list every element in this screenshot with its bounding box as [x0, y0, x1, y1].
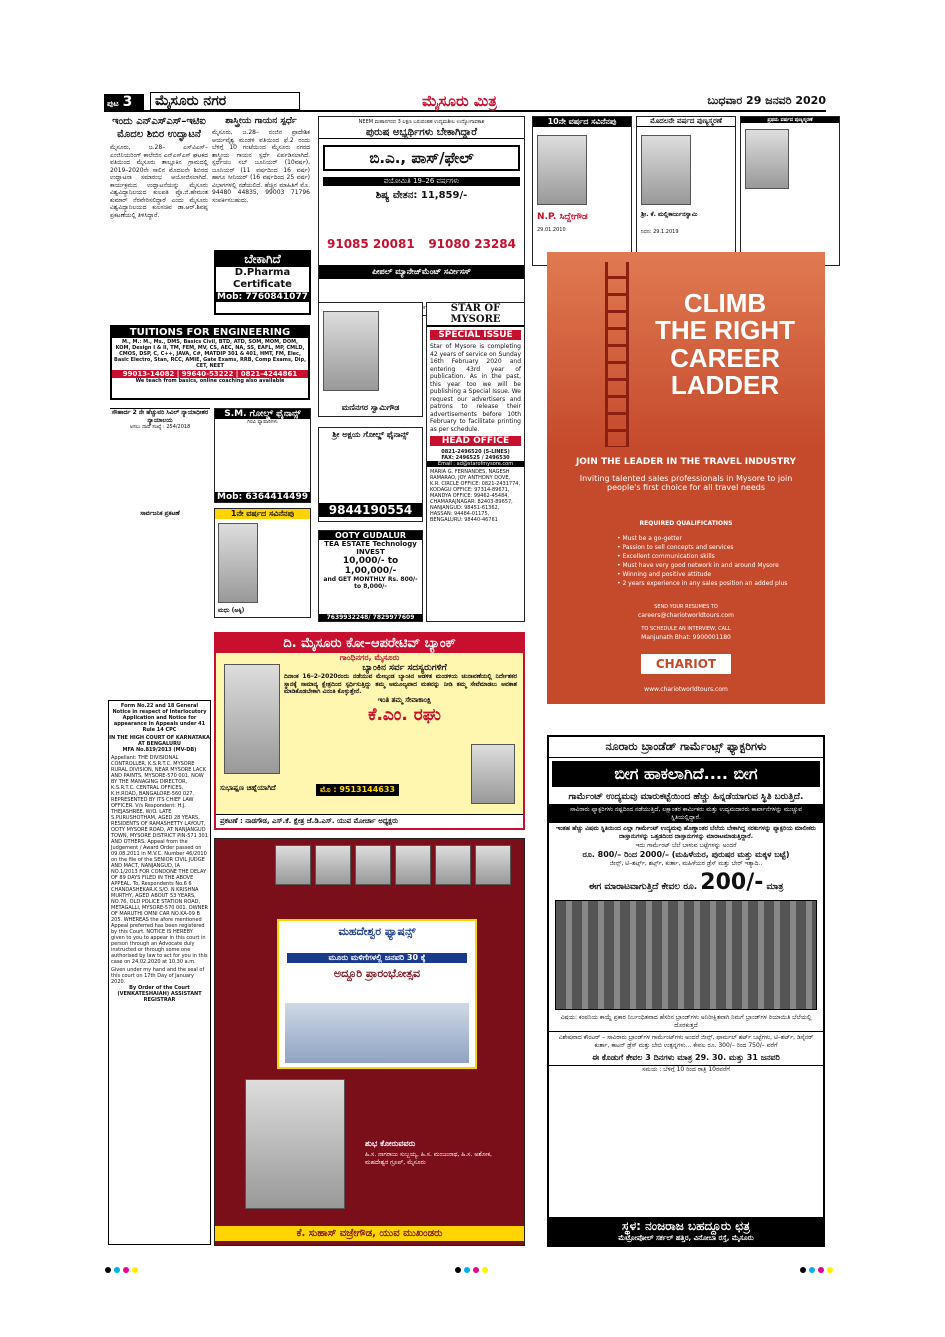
- memorial-1-title: 10ನೇ ವರ್ಷದ ಸವಿನೆನಪು: [533, 117, 631, 127]
- mahadeshwara-person-photo: [245, 1079, 345, 1209]
- chariot-req-6: • 2 years experience in any sales position an added plus: [617, 580, 788, 587]
- chariot-headline-4: LADDER: [670, 369, 780, 400]
- ad-star-of-mysore: [426, 302, 525, 622]
- ad-tuitions: [110, 325, 310, 400]
- chariot-headline-2: THE RIGHT: [654, 315, 796, 346]
- chariot-req-2: • Passion to sell concepts and services: [617, 544, 734, 551]
- article-headline: ಇಂದು ಎನ್‌ಎಸ್‌ಎಸ್–ಇಟಿಐ ಮೊದಲ ಶಿಬಿರ ಉದ್ಘಾಟನೆ: [112, 116, 206, 140]
- article-headline-2: ಶಾಸ್ತ್ರೀಯ ಗಾಯನ ಸ್ಪರ್ಧೆ: [225, 116, 297, 126]
- news-article-nss: [110, 116, 208, 316]
- legal-sign: By Order of the Court (VENKATESHAIAH) ASSISTANT REGISTRAR: [117, 985, 202, 1003]
- neem-phone-1: 91085 20081: [327, 237, 415, 251]
- som-fax: FAX: 2496525 / 2496530: [441, 455, 510, 461]
- memorial-2-photo: [641, 135, 691, 205]
- page-number: 3: [122, 94, 133, 110]
- garment-price-line: [549, 867, 823, 898]
- dpharma-title: D.Pharma Certificate: [233, 267, 292, 290]
- page-label: ಪುಟ: [107, 99, 119, 108]
- court-notice-case: ಅಸಲು ದಾವೆ ಸಂಖ್ಯೆ : 254/2018: [129, 424, 191, 430]
- court-notice-subhead: ಸಾರ್ವಜನಿಕ ಪ್ರಕಟಣೆ: [140, 510, 180, 517]
- ad-akshaya-gold: [318, 427, 423, 522]
- legal-footer: Given under my hand and the seal of this court on 17th Day of January 2020.: [111, 967, 205, 985]
- obituary-name: ಮಣಿನಗರ ಸ್ವಾಮಿಗೌಡ: [341, 403, 400, 412]
- page-header: [104, 92, 826, 112]
- chariot-req-5: • Winning and positive attitude: [617, 571, 712, 578]
- bank-candidate: ಕೆ.ಎಂ. ರಘು: [368, 704, 441, 725]
- bank-candidate-photo: [224, 664, 280, 774]
- garment-venue-addr: ಮೆಟ್ರೋಪೋಲ್ ಸರ್ಕಲ್ ಹತ್ತಿರ, ವಿನೋಬಾ ರಸ್ತೆ, ಮೈಸೂರು: [618, 1234, 754, 1242]
- ad-neem-jobs: [318, 116, 525, 316]
- akshaya-title: ಶ್ರೀ ಅಕ್ಷಯ ಗೋಲ್ಡ್ ಫೈನಾನ್ಸ್: [332, 430, 409, 439]
- memorial-third: [740, 116, 840, 266]
- chariot-join: JOIN THE LEADER IN THE TRAVEL INDUSTRY: [575, 457, 797, 467]
- chariot-headline-1: CLIMB: [683, 288, 767, 318]
- leader-photo-5: [435, 845, 471, 885]
- tuitions-title: TUITIONS FOR ENGINEERING: [112, 327, 308, 338]
- neem-title: ಪುರುಷ ಅಭ್ಯರ್ಥಿಗಳು ಬೇಕಾಗಿದ್ದಾರೆ: [319, 127, 524, 139]
- memorial-2-title: ಮೊದಲನೇ ವರ್ಷದ ಪುಣ್ಯಸ್ಮರಣೆ: [637, 117, 735, 127]
- garment-lock: ಬೀಗ ಹಾಕಲಾಗಿದೆ.... ಬೀಗ: [552, 761, 820, 787]
- chariot-req-list: [617, 534, 787, 588]
- court-notice-title: ಸೌಹಾರ್ದ 2 ನೇ ಹೆಚ್ಚುವರಿ ಸಿವಿಲ್ ನ್ಯಾಯಾಧೀಶರ ನ್ಯಾಯಾಲಯ: [111, 409, 209, 424]
- garment-title: ನೂರಾರು ಬ್ರಾಂಡೆಡ್ ಗಾರ್ಮೆಂಟ್ಸ್ ಫ್ಯಾಕ್ಟರಿಗಳು: [549, 737, 823, 758]
- memorial-4-name: ಮಧು (ಅಕ್ಕಿ): [218, 607, 245, 614]
- tea-monthly: and GET MONTHLY Rs. 800/- to 8,000/-: [323, 576, 418, 590]
- tuitions-phones: 99013-14082 | 99640-53222 | 0821-4244861: [112, 370, 308, 378]
- article-body-2: ಮೈಸೂರು, ಜ.28– ನಂಜಿನ ಪ್ರಾದೇಶಿಕ ಆರ್ಯವೈಶ್ಯ ಮಂಡಳಿ ವತಿಯಿಂದ ಫೆ.2 ರಂದು ಬೆಳಿಗ್ಗೆ 10 ಗಂಟೆಯಿಂದ ಮೈಸೂರು ನಗರದ ಶಾಸ್ತ್ರೀಯ ಗಾಯನ ಸ್ಪರ್ಧೆ ಏರ್ಪಡಿಸಲಾಗಿದೆ. ಸ್ಪರ್ಧೆಯು ಸಬ್ ಜೂನಿಯರ್ (10ವರ್ಷ), ಜೂನಿಯರ್ (11 ವರ್ಷದಿಂದ 16 ವರ್ಷ) ಹಾಗೂ ಸೀನಿಯರ್ (16 ವರ್ಷದಿಂದ 25 ವರ್ಷ) ವಿಭಾಗಗಳಲ್ಲಿ ನಡೆಯಲಿದೆ. ಹೆಚ್ಚಿನ ಮಾಹಿತಿಗೆ ಮೊ. 94480 44835, 99003 71796 ಸಂಪರ್ಕಿಸಬಹುದು.: [212, 129, 310, 204]
- chariot-req-1: • Must be a go-getter: [617, 535, 682, 542]
- chariot-headline-3: CAREER: [670, 342, 780, 373]
- mahadeshwara-person: ಕೆ. ಸುಹಾಸ್ ವಜ್ರೇಗೌಡ, ಯುವ ಮುಖಂಡರು: [215, 1226, 524, 1241]
- garment-price-suffix: ಮಾತ್ರ: [766, 882, 784, 892]
- chariot-email: careers@chariotworldtours.com: [638, 612, 734, 619]
- dpharma-heading: ಬೇಕಾಗಿದೆ: [216, 252, 309, 267]
- som-body: Star of Mysore is completing 42 years of service on Sunday 16th February 2020 and entering 43rd year of publication. As in the past, this year too we will be publishing a Special Issue. We request our advertisers and patrons to release their advertisements before 10th February to facilitate printing as per schedule.: [430, 343, 521, 433]
- memorial-1-date: 29.01.2010: [537, 227, 566, 233]
- chariot-schedule: TO SCHEDULE AN INTERVIEW, CALL: [641, 626, 731, 632]
- som-special: SPECIAL ISSUE: [430, 330, 521, 340]
- mahadeshwara-store-image: [285, 1003, 469, 1063]
- memorial-madhu: [214, 508, 311, 618]
- memorial-4-photo: [218, 523, 258, 603]
- bank-body: ದಿನಾಂಕ 16–2–2020ರಂದು ನಡೆಯುವ ಮೇಲ್ಕಂಡ ಬ್ಯಾಂಕಿನ ಆಡಳಿತ ಮಂಡಳಿಯ ಚುನಾವಣೆಯಲ್ಲಿ ನಿರ್ದೇಶಕರ ಸ್ಥಾನಕ್ಕೆ ಸಾಮಾನ್ಯ ಕ್ಷೇತ್ರದಿಂದ ಸ್ಪರ್ಧಿಸುತ್ತಿದ್ದು ತಮ್ಮ ಅಮೂಲ್ಯವಾದ ಮತವನ್ನು ನೀಡಿ ತಮ್ಮ ಸೇವೆಮಾಡಲು ಅವಕಾಶ ಮಾಡಿಕೊಡಬೇಕಾಗಿ ವಿನಂತಿ ಕೊಳ್ಳುತ್ತೇನೆ.: [284, 673, 517, 695]
- garment-days: ಈ ಕೊಡುಗೆ ಕೇವಲ 3 ದಿನಗಳು ಮಾತ್ರ 29. 30. ಮತ್ತು 31 ಜನವರಿ: [592, 1053, 780, 1062]
- neem-age: ವಯೋಮಿತಿ 19–26 ವರ್ಷಗಳು: [323, 177, 520, 186]
- chariot-req-3: • Excellent communication skills: [617, 553, 715, 560]
- garment-p1: ಗಾರ್ಮೆಂಟ್ ಉದ್ಯಮವು ಮಾರುಕಟ್ಟೆಯಿಂದ ಹೆಚ್ಚು ಹಿನ್ನಡೆಯಾಗುವ ಸ್ಥಿತಿ ಬರುತ್ತಿದೆ.: [568, 792, 804, 802]
- mahadeshwara-leaders: [275, 845, 525, 925]
- ladder-icon: [605, 262, 629, 447]
- bank-mobile: ಮೊ : 9513144633: [316, 784, 399, 796]
- ad-garment-sale: [547, 735, 825, 1247]
- mahadeshwara-invite: ಶುಭ ಕೋರುವವರು: [365, 1139, 416, 1148]
- memorial-2-name: ಶ್ರೀ. ಕೆ. ಮಲ್ಲಿಕಾರ್ಜುನಸ್ವಾಮಿ: [641, 211, 698, 218]
- legal-body: Appellant: THE DIVISIONAL CONTROLLER, K.S.R.T.C. MYSORE RURAL DIVISION, NEAR MYSORE LACK AND PAINTS, MYSORE-570 001. NOW BY THE MANAGING DIRECTOR, K.S.R.T.C. CENTRAL OFFICES, K.H.ROAD, BANGALORE-560 027. REPRESENTED BY ITS CHIEF LAW OFFICER. V/s Respondent: H.J. THEJASHREE, W/O. LATE S.PURUSHOTHAM, AGED 28 YEARS, RESIDENTS OF RAMASHETTY LAYOUT, OOTY MYSORE ROAD, AT NANJANGUD TOWN, MYSORE DISTRICT PIN-571 301 AND OTHERS. Appeal from the Judgement / Award Order passed on 09.08.2011 in M.V.C. Number 46/2010 on the file of the SENIOR CIVIL JUDGE AND MACT, NANJANGUD, IA NO.1/2013 FOR CONDONE THE DELAY OF 89 DAYS FILED IN THE ABOVE APPEAL. To, Respondents No.6 6 CHANDASHEKAR.K S/O. N KRISHNA MURTHY, AGED ABOUT 53 YEARS, NO.76, OLD POLICE STATION ROAD, METAGALLI, MYSORE-570 001. OWNER OF MARUTHI OMNI CAR NO.KA-09 B 205. WHEREAS the afore mentioned Appeal preferred has been registered by this Court. NOTICE IS HEREBY given to you to appear in this court in person through an Advocate duly instructed or through some one authorised by law to act for you in this case on 24.02.2020 at 10.30 a.m.: [111, 755, 209, 965]
- bank-footer: ಪ್ರಕಟಣೆ : ನಾಡಗೌಡ, ಎಸ್.ಕೆ. ಕ್ಷೇತ್ರ ಜೆ.ಡಿ.ಎಸ್. ಯುವ ಮೋರ್ಚಾ ಅಧ್ಯಕ್ಷರು: [216, 814, 523, 828]
- memorial-1-photo: [537, 135, 587, 205]
- ad-chariot: [547, 252, 825, 704]
- neem-stipend: ಶಿಷ್ಯ ವೇತನ: 11,859/-: [375, 190, 468, 201]
- memorial-3-title: ಪ್ರಥಮ ವರ್ಷದ ಪುಣ್ಯಸ್ಮರಣೆ: [741, 117, 839, 123]
- garment-p5: ರೂ. 800/– ರಿಂದ 2000/– (ಮಹಿಳೆಯರ, ಪುರುಷರ ಮತ್ತು ಮಕ್ಕಳ ಬಟ್ಟೆ): [582, 849, 790, 859]
- memorial-3-photo: [745, 129, 789, 189]
- garment-p6: ಜೀನ್ಸ್, ಟಿ–ಶರ್ಟ್ಸ್, ಶರ್ಟ್ಸ್, ಕುರ್ತಾ, ಮಹಿಳೆಯರ ಡ್ರೆಸ್ ಮತ್ತು ಬೇರ್ ಇತ್ಯಾದಿ..: [609, 859, 763, 867]
- mahadeshwara-sub: ಮೂರು ಮಳಿಗೆಗಳಲ್ಲಿ ಜನವರಿ 30 ಕ್ಕೆ: [287, 953, 467, 963]
- sm-gold-title: S.M. ಗೋಲ್ಡ್ ಫೈನಾನ್ಸ್: [215, 409, 310, 419]
- court-notice-kannada: [110, 408, 210, 683]
- registration-marks-right: [800, 1258, 836, 1277]
- memorial-2-date: ನಿಧನ: 29.1.2019: [641, 229, 679, 235]
- mahadeshwara-names: ಹಿ.ಸ. ನಾಗರಾಜು ಸುಬ್ಬಯ್ಯ, ಹಿ.ಸ. ಮಂಜುನಾಥ, ಹಿ.ಸ. ಅಶೋಕ, ಮಹದೇಶ್ವರ ಗ್ರೂಪ್, ಮೈಸೂರು: [365, 1151, 492, 1166]
- mahadeshwara-panel: [277, 919, 477, 1069]
- memorial-4-title: 1ನೇ ವರ್ಷದ ಸವಿನೆನಪು: [215, 509, 310, 519]
- garment-venue: [549, 1217, 823, 1245]
- chariot-web: www.chariotworldtours.com: [644, 686, 728, 693]
- memorial-mallikarjuna: [636, 116, 736, 266]
- section-title: ಮೈಸೂರು ನಗರ: [150, 92, 300, 110]
- garment-time: ಸಮಯ : ಬೆಳಿಗ್ಗೆ 10 ರಿಂದ ರಾತ್ರಿ 10ರವರೆಗೆ: [549, 1065, 823, 1074]
- bank-place: ಗಾಂಧಿನಗರ, ಮೈಸೂರು: [339, 653, 400, 662]
- registration-marks-center: [455, 1258, 491, 1277]
- memorial-1-name: N.P. ಸಿದ್ದೇಗೌಡ: [537, 212, 588, 222]
- garment-p3: ಇಂತಹ ಹೆಚ್ಚು ವಿಷಮ ಸ್ಥಿತಿಯಿಂದ ಎಲ್ಲಾ ಗಾರ್ಮೆಂಟ್ ಉದ್ಯಮವು ಹೊಣ್ಣಾಂತರ ಬೆಲೆಯ ಬೇಕಾಗಿದ್ದ ಸರಕುಗಳನ್ನು ಫ್ಯಾಕ್ಟರಿಯ ಮಾಲೀಕರು ದಾಸ್ತಾನುಗಳನ್ನು ಒತ್ತಡದಿಂದ ದಾಸ್ತಾನುಗಳನ್ನು ಮಾರಾಟಮಾಡುತ್ತಿದ್ದಾರೆ.: [556, 825, 816, 840]
- leader-photo-4: [395, 845, 431, 885]
- ad-dpharma: [214, 250, 311, 315]
- leader-photo-3: [355, 845, 391, 885]
- neem-top: NEEM ಮಹಾನಗರದ 3 ಲಕ್ಷಣ ಬರುವಂತಹ ಉದ್ಯಮಶೀಲ ಉದ್ಯೋಗಾವಕಾಶ: [358, 119, 485, 125]
- tuitions-lines: M., M.: M., Ms., DMS, Basics Civil, BTD, ATD, SOM, MOM, DOM, KOM, Design I & II, TM, FEM, MV, CS, AEC, NA, SS, EAFL, MP, CMLD, CMOS, DSP, C, C++, JAVA, C#, MATDIP 301 & 401, HMT, FM, Elec, Basic Electro, Stan, RCC, AMIE, Gate Exams, RRB, Comp Exams, Dip, CET, NEET: [114, 339, 306, 369]
- chariot-invite: Inviting talented sales professionals in Mysore to join people's first choice for all travel needs: [579, 474, 793, 492]
- bank-sign-off: ಇಂತಿ ತಮ್ಮ ಸೇವಾಕಾಂಕ್ಷಿ: [377, 695, 432, 704]
- som-title: STAR OF MYSORE: [427, 303, 524, 327]
- bank-symbol-label: ಸುಭಾಷ್ಷಣ ಚಿಹ್ನೆಯಾಗಿದೆ: [220, 784, 276, 792]
- page-number-badge: [104, 94, 144, 110]
- article-body: ಮೈಸೂರು, ಜ.28– ಎಸ್‌ವಿಎಸ್– ಎಂಜಿನಿಯರಿಂಗ್ ಕಾಲೇಜಿನ ಎನ್‌ಎಸ್‌ಎಸ್ ಘಟಕದ ವತಿಯಿಂದ ಮೈಸೂರು ತಾಲ್ಲೂಕಿನ ಗ್ರಾಮದಲ್ಲಿ 2019–2020ನೇ ಸಾಲಿನ ಮೊದಲನೇ ಶಿಬಿರದ ಉದ್ಘಾಟನಾ ಸಮಾರಂಭ ಆಯೋಜಿಸಲಾಗಿದೆ. ಕಾರ್ಯಕ್ರಮದ ಉದ್ಘಾಟನೆಯನ್ನು ಮೈಸೂರು ವಿಶ್ವವಿದ್ಯಾನಿಲಯದ ಕುಲಪತಿ ಪ್ರೊ.ಜಿ.ಹೇಮಂತ ಕುಮಾರ್ ನೆರವೇರಿಸಲಿದ್ದಾರೆ ಎಂದು ಮೈಸೂರು ವಿಶ್ವವಿದ್ಯಾನಿಲಯದ ಕುಲಸಚಿವ ಡಾ.ಆರ್.ಶಿವಪ್ಪ ಪ್ರಕಟಣೆಯಲ್ಲಿ ತಿಳಿಸಿದ್ದಾರೆ.: [110, 144, 208, 219]
- chariot-logo: CHARIOT: [641, 654, 731, 674]
- som-phones: 0821-2496520 (5-LINES): [441, 449, 510, 455]
- leader-photo-2: [315, 845, 351, 885]
- mahadeshwara-brand: ಮಹದೇಶ್ವರ ಫ್ಯಾಷನ್ಸ್: [338, 925, 416, 938]
- obituary-swamigowda: [318, 302, 423, 417]
- som-head-office: HEAD OFFICE: [430, 436, 521, 446]
- neem-qual: ಬಿ.ಎ., ಪಾಸ್/ಫೇಲ್: [323, 145, 520, 171]
- chariot-headline: [635, 290, 815, 399]
- tea-sub: TEA ESTATE Technology INVEST: [324, 540, 417, 556]
- chariot-req-title: REQUIRED QUALIFICATIONS: [639, 520, 733, 527]
- chariot-req-4: • Must have very good network in and around Mysore: [617, 562, 779, 569]
- garment-price-prefix: ಈಗ ಮಾರಾಟವಾಗುತ್ತಿದೆ ಕೇವಲ ರೂ.: [588, 882, 698, 892]
- mahadeshwara-launch: ಅದ್ದೂರಿ ಪ್ರಾರಂಭೋತ್ಸವ: [333, 967, 421, 980]
- leader-photo-6: [475, 845, 511, 885]
- garment-p7: ವಿಶೇಷವಾದ ಕೌಂಟರ್ – ಸಾವಿರಾರು ಬ್ರಾಂಡ್‌ಗಳ ಗಾರ್ಮೆಂಟ್‌ಗಳು ಅಂದರೆ ಜೀನ್ಸ್, ಫಾರ್ಮಲ್ ಶರ್ಟ್ ಬಟ್ಟೆಗಳು, ಟಿ–ಶರ್ಟ್, ಡಿಸೈನರ್ ಕುರ್ತಾ, ಕಾಟನ್ ಡ್ರೆಸ್ ಮತ್ತು ಬೇಬಿ ಉತ್ಪನ್ನಗಳು... ಕೇವಲ ರೂ. 300/– ರಿಂದ 750/– ವರೆಗೆ: [549, 1031, 823, 1051]
- garment-photo: [555, 900, 817, 1010]
- som-email: Email : ad@starofmysore.com: [427, 461, 524, 467]
- neem-phone-2: 91080 23284: [428, 237, 516, 251]
- masthead: ಮೈಸೂರು ಮಿತ್ರ: [422, 92, 497, 110]
- chariot-send: SEND YOUR RESUMES TO: [654, 604, 718, 610]
- tuitions-footer: We teach from basics, online coaching also available: [135, 378, 285, 384]
- garment-venue-label: ಸ್ಥಳ: ನಂಜರಾಜ ಬಹದ್ದೂರು ಛತ್ರ: [622, 1219, 750, 1233]
- ad-mysore-coop-bank: [214, 632, 525, 830]
- akshaya-phone: 9844190554: [319, 503, 422, 517]
- ad-sm-gold: [214, 408, 311, 503]
- registration-marks-left: [105, 1258, 141, 1277]
- memorial-siddegowda: [532, 116, 632, 266]
- sm-gold-mob: Mob: 6364414499: [215, 492, 310, 502]
- bank-intro: ಬ್ಯಾಂಕಿನ ಸರ್ವ ಸದಸ್ಯರುಗಳಿಗೆ: [362, 663, 447, 673]
- legal-notice: [108, 700, 211, 1245]
- bank-supporter-photo: [471, 744, 515, 804]
- legal-court: IN THE HIGH COURT OF KARNATAKA AT BENGALURU: [109, 735, 210, 747]
- tea-title: OOTY GUDALUR: [319, 531, 422, 540]
- garment-p2: ಸಾವಿರಾರು ಫ್ಯಾಕ್ಟರಿಗಳು ನಷ್ಟದಿಂದ ನಡೆಯುತ್ತಿದೆ, ಲಕ್ಷಾಂತರ ಕಾರ್ಮಿಕರು ಮತ್ತು ಉದ್ಯಮದಾರರು ಕಾರ್ಖಾನೆಗಳನ್ನು ಮುಚ್ಚುವ ಸ್ಥಿತಿಯಲ್ಲಿದ್ದಾರೆ.: [549, 804, 823, 823]
- tea-phones: 7639932248/ 7829977609: [319, 614, 422, 621]
- tea-range: 10,000/- to 1,00,000/-: [342, 556, 399, 576]
- ad-mahadeshwara-fashions: [214, 838, 525, 1246]
- obituary-photo: [323, 311, 379, 391]
- neem-company: ಪೀಪಲ್ ಮ್ಯಾನೇಜ್‌ಮೆಂಟ್ ಸರ್ವೀಸಸ್: [319, 265, 524, 279]
- legal-case: MFA No.819/2013 (MV-DB): [122, 747, 197, 753]
- dpharma-mob: Mob: 7760841077: [217, 292, 308, 302]
- leader-photo-1: [275, 845, 311, 885]
- issue-date: ಬುಧವಾರ 29 ಜನವರಿ 2020: [707, 94, 826, 107]
- garment-p4: ಇದು ಗಾರ್ಮೆಂಟ್ ಬೆಲೆ ಬಾಳುವ ಬಟ್ಟೆಗಳನ್ನು ಅಂದರೆ: [635, 842, 737, 849]
- ad-tea-estate: [318, 530, 423, 622]
- som-contacts: MARIA G. FERNANDES, NAGESH RAMARAO, JOY ANTHONY DOVE, K.R. CIRCLE OFFICE: 0821-2431774, KODAGU OFFICE: 97314-89671, MANDYA OFFICE: 99462-45484, CHAMARAJNAGAR: 82403-89657, NANJANGUD: 98451-61362, HASSAN: 94484-01175, BENGALURU: 98440-46761: [430, 469, 521, 523]
- garment-price: 200/-: [700, 870, 764, 895]
- chariot-call: Manjunath Bhat: 9900001180: [641, 634, 731, 641]
- sm-gold-sub: ಗಿರವಿ ವ್ಯಾಪಾರಿಗಳು: [247, 419, 278, 425]
- legal-title: Form No.22 and 18 General Notice in respect of Interlocutory Application and Notice for appearance in Appeals under 41 Rule 14 CPC: [112, 703, 207, 733]
- garment-note: ವಿಷಯ: ಕಂಪನಿಯ ಕಾಯ್ದೆ ಪ್ರಕಾರ ನಿರ್ಬಂಧಿತವಾದ ಹೆಸರಿನ ಬ್ರಾಂಡ್‌ಗಳು ಅನಿರೀಕ್ಷಿತವಾಗಿ ನಿಮಗೆ ಬ್ರಾಂಡ್‌ಗಳ ರಿಯಾಯಿತಿ ಬೆಲೆಯಲ್ಲಿ ದೊರಕುತ್ತದೆ: [560, 1014, 812, 1029]
- bank-title: ದಿ. ಮೈಸೂರು ಕೋ–ಆಪರೇಟಿವ್ ಬ್ಯಾಂಕ್: [216, 634, 523, 653]
